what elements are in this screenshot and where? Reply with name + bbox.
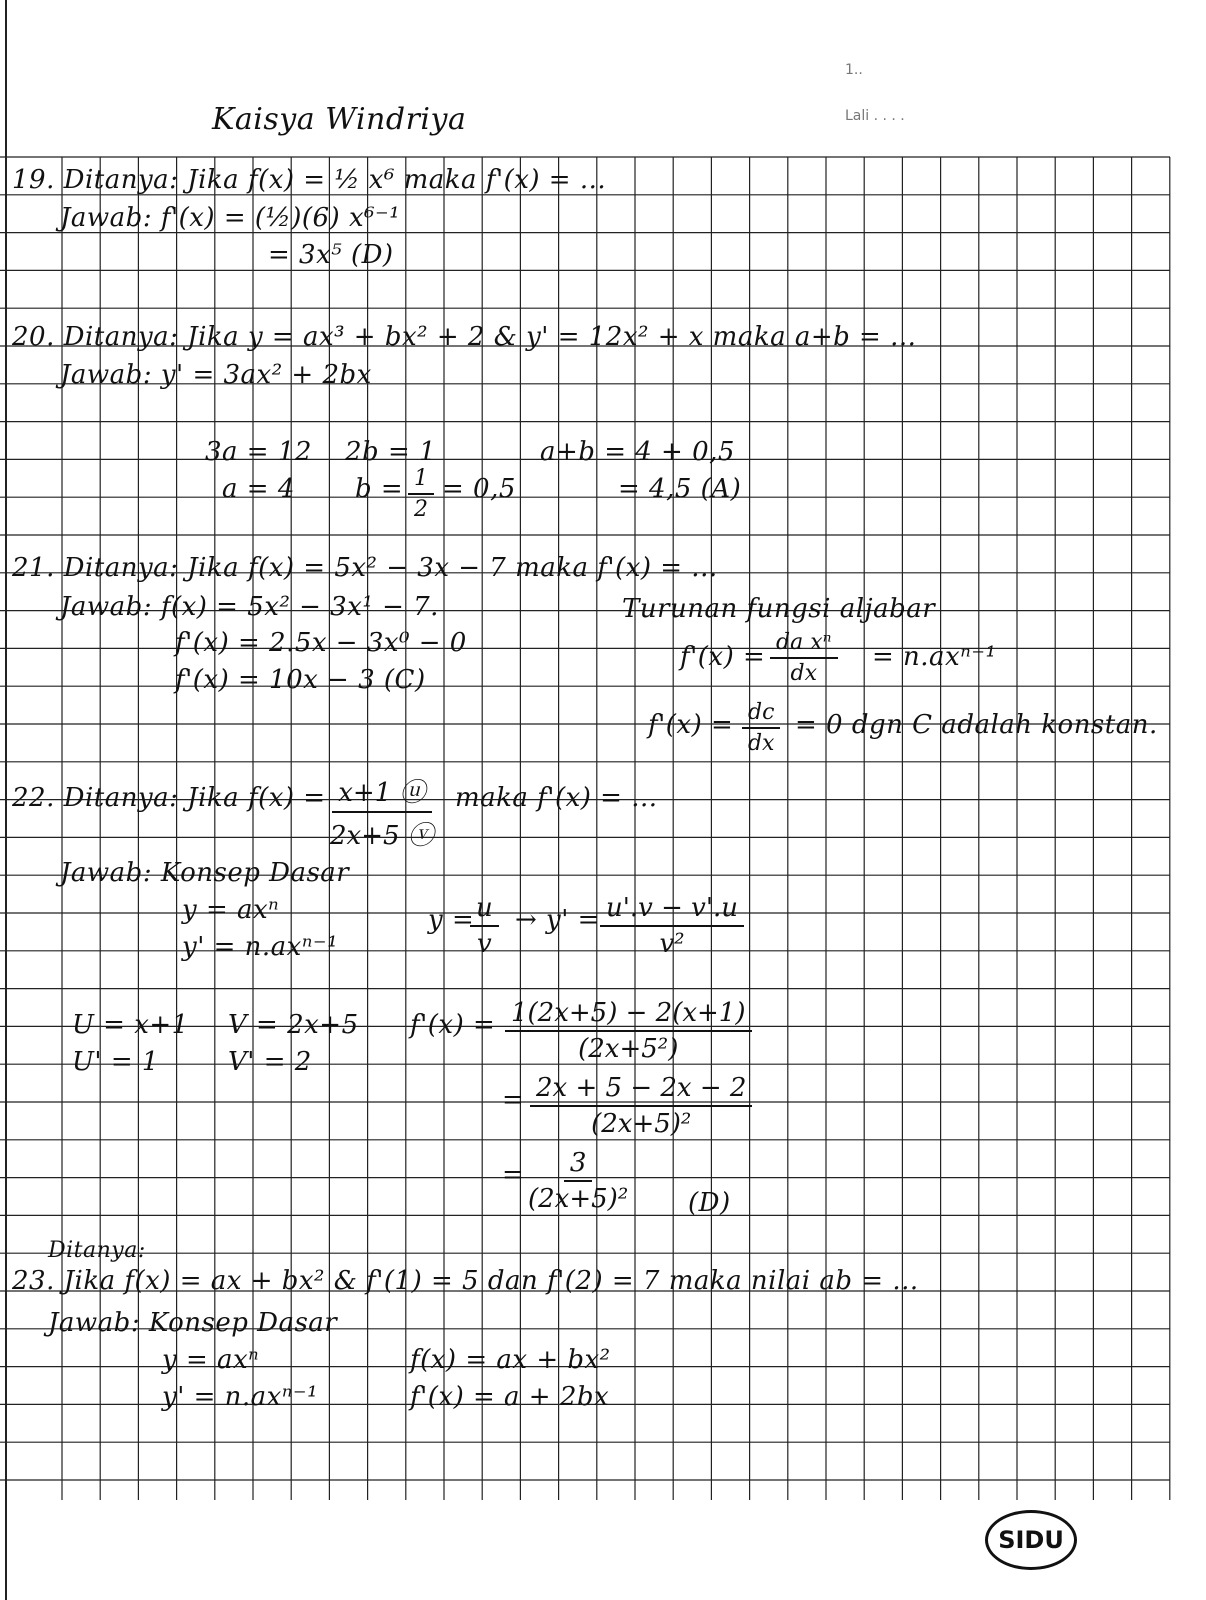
- q21-answer-step1: Jawab: f(x) = 5x² − 3x¹ − 7.: [60, 592, 439, 622]
- q22-konsep-y: y = axⁿ: [182, 895, 280, 925]
- q23-konsep-y-prime: y' = n.axⁿ⁻¹: [162, 1382, 319, 1412]
- q19-question: 19. Ditanya: Jika f(x) = ½ x⁶ maka f'(x) = ...: [12, 165, 607, 195]
- q22-rule-derivative-fraction: [600, 893, 744, 959]
- q21-note2-num: dc: [742, 700, 780, 729]
- q21-note1-den: dx: [790, 661, 817, 686]
- q21-note2-left: f'(x) =: [648, 710, 734, 740]
- q20-eq-b-num: 1: [408, 466, 434, 495]
- q23-question: 23. Jika f(x) = ax + bx² & f'(1) = 5 dan f'(2) = 7 maka nilai ab = ...: [12, 1266, 919, 1296]
- q20-eq-b-left: b =: [355, 474, 404, 504]
- q22-v-prime: V' = 2: [228, 1047, 312, 1077]
- q22-konsep-y-prime: y' = n.axⁿ⁻¹: [182, 932, 339, 962]
- q21-note2-right: = 0 dgn C adalah konstan.: [795, 710, 1158, 740]
- q23-konsep: Jawab: Konsep Dasar: [48, 1308, 338, 1338]
- q22-rule-rnum: u'.v − v'.u: [600, 893, 744, 927]
- q21-note1-fraction: [770, 630, 838, 686]
- q20-eq-b-right: = 0,5: [442, 474, 516, 504]
- q22-rule-left: y =: [428, 905, 475, 935]
- q22-step1-num: 1(2x+5) − 2(x+1): [505, 998, 752, 1032]
- q22-step3-den: (2x+5)²: [528, 1184, 629, 1214]
- q21-answer-step2: f'(x) = 2.5x − 3x⁰ − 0: [175, 628, 467, 658]
- q22-step1-left: f'(x) =: [410, 1010, 496, 1040]
- q22-question-left: 22. Ditanya: Jika f(x) =: [12, 783, 326, 813]
- q22-step3-num: 3: [564, 1148, 593, 1182]
- corner-mark-top: 1..: [845, 62, 863, 78]
- q22-question-num: x+1 ⓤ: [332, 772, 431, 813]
- q21-note2-fraction: [742, 700, 780, 756]
- q22-rule-rden: v²: [659, 929, 685, 959]
- q22-step2-left: =: [502, 1085, 525, 1115]
- q22-u: U = x+1: [72, 1010, 189, 1040]
- q19-answer-step1: Jawab: f'(x) = (½)(6) x⁶⁻¹: [60, 203, 401, 233]
- q21-question: 21. Ditanya: Jika f(x) = 5x² − 3x − 7 maka f'(x) = ...: [12, 553, 718, 583]
- q20-eq-b-fraction: [408, 466, 434, 522]
- q20-sum-result: = 4,5 (A): [618, 474, 742, 504]
- q19-answer-result: = 3x⁵ (D): [268, 240, 394, 270]
- q22-rule-uv-fraction: [470, 893, 499, 959]
- q22-step1-fraction: [505, 998, 752, 1064]
- q20-answer-step1: Jawab: y' = 3ax² + 2bx: [60, 360, 372, 390]
- q22-step2-den: (2x+5)²: [591, 1109, 692, 1139]
- q23-ditanya: Ditanya:: [48, 1238, 146, 1263]
- q20-sum-step1: a+b = 4 + 0,5: [540, 437, 735, 467]
- q20-eq-a: a = 4: [222, 474, 295, 504]
- q22-step1-den: (2x+5²): [578, 1034, 679, 1064]
- q22-rule-mid: → y' =: [515, 905, 600, 935]
- q22-question-den: 2x+5 ⓥ: [330, 821, 434, 851]
- corner-mark-bottom: Lali . . . .: [845, 108, 905, 124]
- q20-eq-b-den: 2: [414, 497, 428, 522]
- student-name: Kaisya Windriya: [212, 102, 467, 137]
- q22-step3-left: =: [502, 1160, 525, 1190]
- q21-note-title: Turunan fungsi aljabar: [622, 594, 936, 624]
- q21-note1-left: f'(x) =: [680, 642, 766, 672]
- q20-eq-2b: 2b = 1: [345, 437, 437, 467]
- q21-note1-num: da xⁿ: [770, 630, 838, 659]
- q23-derivative: f'(x) = a + 2bx: [410, 1382, 610, 1412]
- q20-question: 20. Ditanya: Jika y = ax³ + bx² + 2 & y' = 12x² + x maka a+b = ...: [12, 322, 917, 352]
- q22-step2-fraction: [530, 1073, 752, 1139]
- sidu-logo-stamp: SIDU: [985, 1510, 1077, 1570]
- q22-question-right: maka f'(x) = ...: [455, 783, 658, 813]
- q21-answer-result: f'(x) = 10x − 3 (C): [175, 665, 426, 695]
- q22-u-prime: U' = 1: [72, 1047, 159, 1077]
- q22-question-fraction: [330, 772, 434, 852]
- q23-function: f(x) = ax + bx²: [410, 1345, 611, 1375]
- q23-konsep-y: y = axⁿ: [162, 1345, 260, 1375]
- q22-step2-num: 2x + 5 − 2x − 2: [530, 1073, 752, 1107]
- q22-v: V = 2x+5: [228, 1010, 359, 1040]
- q22-rule-v: v: [477, 929, 492, 959]
- q21-note1-right: = n.axⁿ⁻¹: [872, 642, 997, 672]
- q20-eq-3a: 3a = 12: [205, 437, 312, 467]
- q22-rule-u: u: [470, 893, 499, 927]
- q22-konsep: Jawab: Konsep Dasar: [60, 858, 350, 888]
- q22-step3-fraction: [528, 1148, 628, 1214]
- q22-step3-answer: (D): [688, 1188, 731, 1218]
- q21-note2-den: dx: [747, 731, 775, 756]
